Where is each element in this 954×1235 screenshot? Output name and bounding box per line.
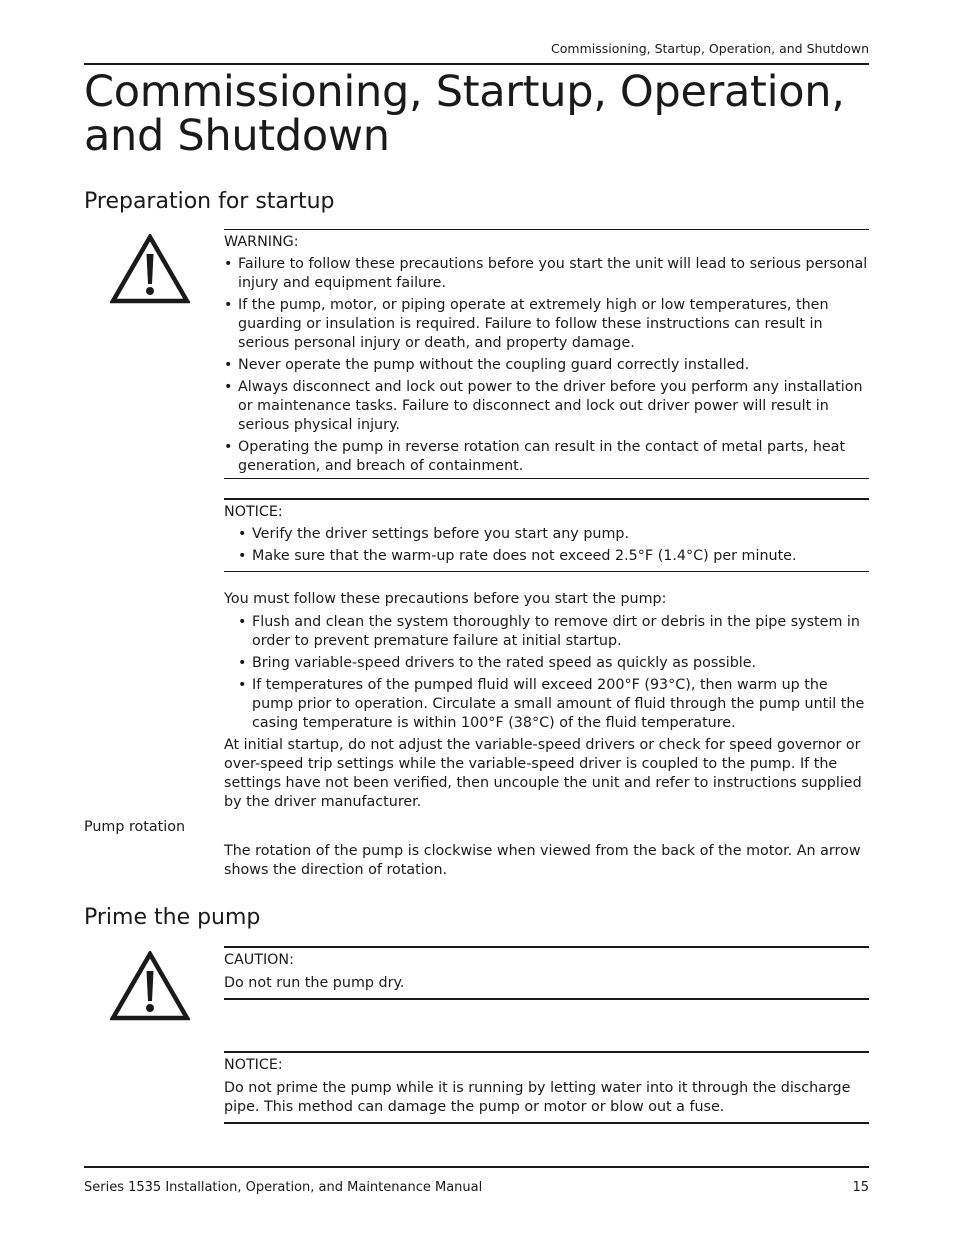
caution-bottom-rule: [224, 998, 869, 1000]
notice2-top-rule: [224, 1051, 869, 1053]
running-head: Commissioning, Startup, Operation, and Shutdown: [551, 41, 869, 56]
list-item: • Bring variable-speed drivers to the rated speed as quickly as possible.: [238, 655, 757, 671]
precautions-intro: You must follow these precautions before you start the pump:: [224, 591, 667, 607]
footer-manual-title: Series 1535 Installation, Operation, and Maintenance Manual: [84, 1180, 483, 1195]
list-item: • Always disconnect and lock out power to the driver before you perform any installation or maintenance tasks. Failure to disconnect and lock out driver power will result in serious physical injury.: [224, 379, 863, 433]
notice-top-rule: [224, 498, 869, 500]
warning-triangle-icon: [110, 234, 190, 304]
warning-bottom-rule: [224, 478, 869, 479]
section-title-prime: Prime the pump: [84, 905, 261, 930]
initial-startup-text: At initial startup, do not adjust the variable-speed drivers or check for speed governor or over-speed trip settings while the variable-speed driver is coupled to the pump. If the settings have not been verified, then uncouple the unit and refer to instructions supplied by the driver manufacturer.: [224, 737, 862, 810]
notice-bottom-rule: [224, 571, 869, 572]
warning-list: [224, 255, 869, 476]
notice-list: [224, 525, 869, 566]
caution-text: Do not run the pump dry.: [224, 975, 405, 991]
list-item: • Verify the driver settings before you start any pump.: [238, 526, 629, 542]
precautions-block: [224, 590, 869, 812]
chapter-title: Commissioning, Startup, Operation, and Shutdown: [84, 67, 845, 161]
caution-top-rule: [224, 946, 869, 948]
list-item: • Never operate the pump without the coupling guard correctly installed.: [224, 357, 750, 373]
section-title-preparation: Preparation for startup: [84, 189, 335, 214]
footer-rule: [84, 1166, 869, 1168]
notice-block: [224, 503, 869, 569]
list-item: • Failure to follow these precautions before you start the unit will lead to serious personal injury and equipment failure.: [224, 256, 868, 291]
list-item: • Flush and clean the system thoroughly to remove dirt or debris in the pipe system in order to prevent premature failure at initial startup.: [238, 614, 860, 649]
warning-label: WARNING:: [224, 234, 299, 250]
pump-rotation-heading: Pump rotation: [84, 819, 186, 835]
list-item: • Operating the pump in reverse rotation can result in the contact of metal parts, heat generation, and breach of containment.: [224, 439, 846, 474]
notice2-block: [224, 1056, 869, 1117]
caution-block: [224, 951, 869, 993]
page-number: 15: [852, 1180, 869, 1195]
list-item: • If temperatures of the pumped fluid will exceed 200°F (93°C), then warm up the pump prior to operation. Circulate a small amount of fluid through the pump until the casing temperature is within 100°F (38°C) of the fluid temperature.: [238, 677, 865, 731]
precautions-list: [224, 613, 869, 733]
notice-label: NOTICE:: [224, 504, 283, 520]
pump-rotation-text: The rotation of the pump is clockwise when viewed from the back of the motor. An arrow shows the direction of rotation.: [224, 843, 861, 878]
warning-block: [224, 233, 869, 479]
warning-top-rule: [224, 229, 869, 230]
list-item: • Make sure that the warm-up rate does not exceed 2.5°F (1.4°C) per minute.: [238, 548, 797, 564]
notice2-text: Do not prime the pump while it is running by letting water into it through the discharge pipe. This method can damage the pump or motor or blow out a fuse.: [224, 1080, 851, 1115]
list-item: • If the pump, motor, or piping operate at extremely high or low temperatures, then guarding or insulation is required. Failure to follow these instructions can result in serious personal injury or death, and property damage.: [224, 297, 829, 351]
warning-triangle-icon: [110, 951, 190, 1021]
header-rule: [84, 63, 869, 65]
notice2-bottom-rule: [224, 1122, 869, 1124]
caution-label: CAUTION:: [224, 952, 294, 968]
notice2-label: NOTICE:: [224, 1057, 283, 1073]
